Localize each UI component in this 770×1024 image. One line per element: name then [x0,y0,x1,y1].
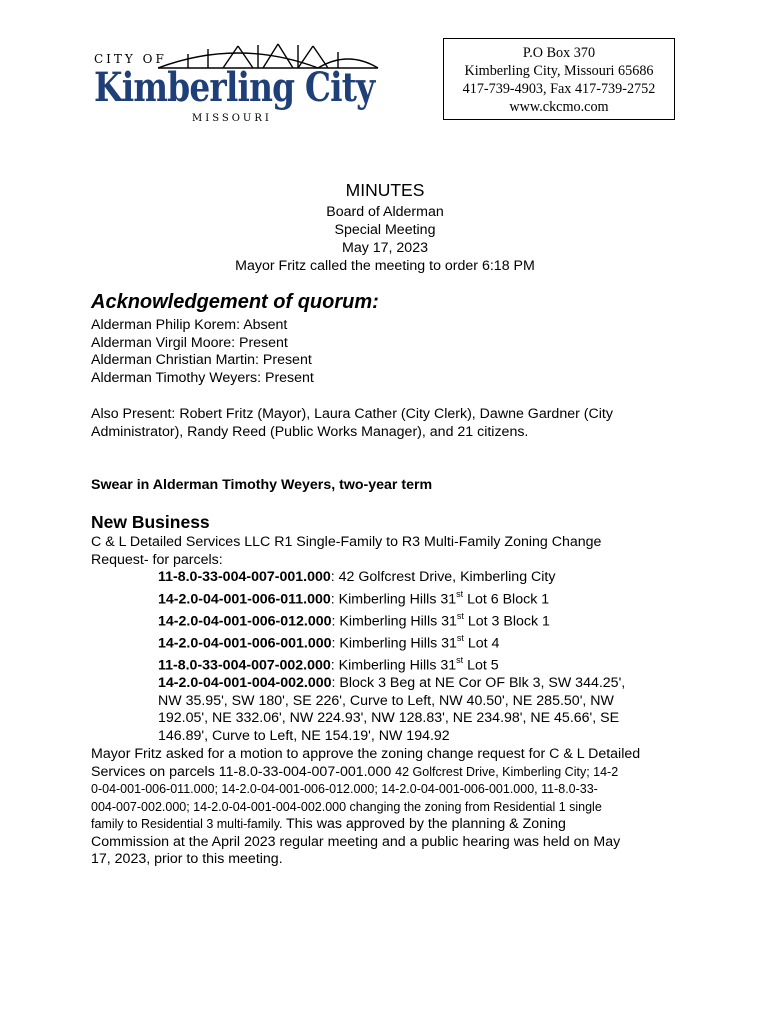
motion-line [91,764,640,782]
quorum-member: Alderman Virgil Moore: Present [91,334,288,351]
also-present-line: Administrator), Randy Reed (Public Works Manager), and 21 citizens. [91,423,529,440]
parcel-desc: : Kimberling Hills 31 [331,613,457,630]
quorum-member: Alderman Christian Martin: Present [91,352,312,368]
parcel-id: 11-8.0-33-004-007-002.000 [158,657,331,674]
parcel-tail: Lot 3 Block 1 [463,613,550,630]
motion-line: 004-007-002.000; 14-2.0-04-001-004-002.000 changing the zoning from Residential 1 single [91,799,602,814]
parcel-desc: : 42 Golfcrest Drive, Kimberling City [330,569,556,585]
motion-line: 17, 2023, prior to this meeting. [91,851,283,867]
legal-desc-line: NW 35.95', SW 180', SE 226', Curve to Left, NW 40.50', NE 285.50', NW [158,692,614,709]
swear-in-item: Swear in Alderman Timothy Weyers, two-year term [91,477,433,493]
call-to-order: Mayor Fritz called the meeting to order 6:18 PM [235,258,535,274]
address-box [443,38,675,120]
parcel-id: 14-2.0-04-001-006-012.000 [158,613,332,630]
also-present-line: Also Present: Robert Fritz (Mayor), Laura Cather (City Clerk), Dawne Gardner (City [91,406,613,422]
motion-line: Mayor Fritz asked for a motion to approve the zoning change request for C & L Detailed [91,746,641,762]
minutes-title: MINUTES [345,180,425,200]
parcel-tail: Lot 6 Block 1 [463,591,550,608]
address-city: Kimberling City, Missouri 65686 [464,63,654,79]
address-phone: 417-739-4903, Fax 417-739-2752 [462,81,656,97]
parcel-desc: : Block 3 Beg at NE Cor OF Blk 3, SW 344.25', [331,675,626,692]
quorum-heading: Acknowledgement of quorum: [91,291,379,313]
motion-text: Services on parcels 11-8.0-33-004-007-001.000 [91,763,396,780]
quorum-member: Alderman Timothy Weyers: Present [91,369,314,386]
motion-text: This was approved by the planning & Zoning [285,816,566,832]
motion-line [91,816,640,834]
parcel-sup: st [456,610,464,621]
parcel-id: 14-2.0-04-001-004-002.000 [158,675,332,692]
parcel-id: 14-2.0-04-001-006-001.000 [158,635,332,652]
legal-desc-line: 192.05', NE 332.06', NW 224.93', NW 128.83', NE 234.98', NE 45.66', SE [158,710,620,727]
meeting-date: May 17, 2023 [342,240,428,256]
parcel-tail: Lot 5 [463,657,499,674]
meeting-info [0,203,770,275]
parcel-desc: : Kimberling Hills 31 [330,657,457,674]
intro-line: Request- for parcels: [91,551,223,568]
motion-line: 0-04-001-006-011.000; 14-2.0-04-001-006-012.000; 14-2.0-04-001-006-001.000, 11-8.0-33- [91,782,598,796]
motion-line: Commission at the April 2023 regular meeting and a public hearing was held on May [91,833,621,850]
city-logo [88,40,388,130]
logo-city-of: CITY OF [94,52,167,66]
parcel-item [158,609,698,631]
logo-state: MISSOURI [192,113,272,124]
motion-text-small: family to Residential 3 multi-family. [91,817,286,831]
new-business-heading: New Business [91,512,210,532]
parcel-sup: st [456,588,464,599]
parcel-desc: : Kimberling Hills 31 [330,591,457,608]
parcel-desc: : Kimberling Hills 31 [331,635,457,652]
parcel-sup: st [456,655,464,666]
parcel-item [158,587,698,609]
also-present [91,406,613,441]
address-website: www.ckcmo.com [509,99,609,115]
motion-text-small: 42 Golfcrest Drive, Kimberling City; 14-2 [395,764,619,779]
legal-desc-line: 146.89', Curve to Left, NE 154.19', NW 194.92 [158,727,450,744]
parcel-tail: Lot 4 [463,635,500,652]
quorum-list [91,317,314,387]
parcel-item [158,653,698,675]
parcel-sup: st [456,632,464,643]
motion-paragraph [91,746,640,869]
meeting-type: Special Meeting [334,222,436,238]
parcel-item [158,569,698,587]
meeting-body: Board of Alderman [326,204,444,220]
parcel-item [158,675,698,693]
parcel-id: 11-8.0-33-004-007-001.000 [158,569,331,585]
quorum-member: Alderman Philip Korem: Absent [91,317,288,333]
parcel-id: 14-2.0-04-001-006-011.000 [158,591,331,608]
address-po-box: P.O Box 370 [522,45,596,61]
intro-line: C & L Detailed Services LLC R1 Single-Family to R3 Multi-Family Zoning Change [91,534,602,550]
parcel-list [158,569,698,745]
logo-city-name: Kimberling City [94,64,375,111]
parcel-item [158,631,698,653]
new-business-intro [91,534,601,569]
